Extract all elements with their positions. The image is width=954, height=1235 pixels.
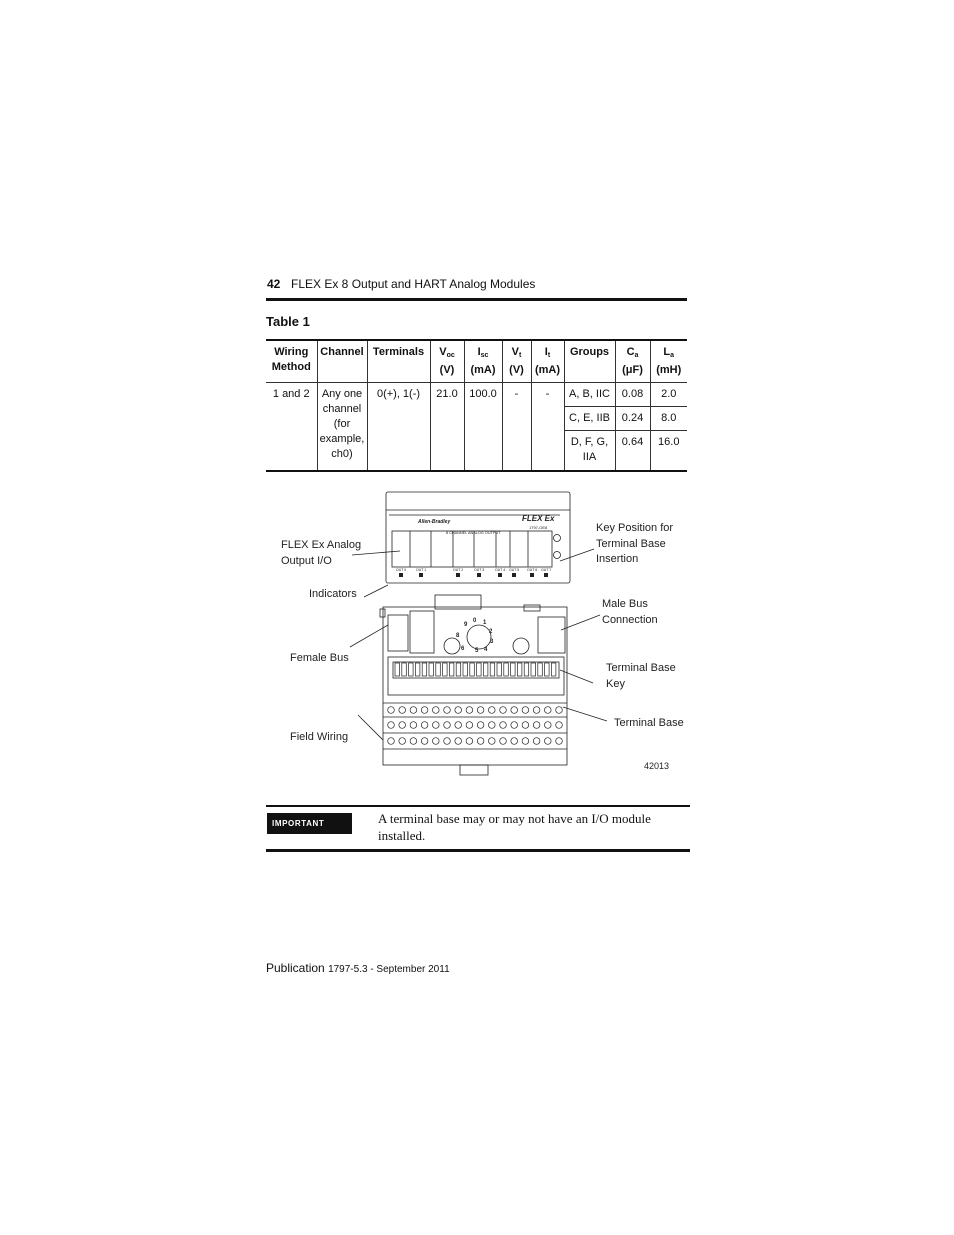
male-bus-connector bbox=[538, 617, 565, 653]
out-label: OUT 5 bbox=[509, 568, 520, 572]
backplane-pin bbox=[490, 663, 495, 676]
col-header-wiring-method: Wiring Method bbox=[266, 340, 317, 383]
out-label: OUT 6 bbox=[527, 568, 538, 572]
backplane-pin bbox=[415, 663, 420, 676]
terminal-screw bbox=[545, 722, 552, 729]
module-brand: Allen-Bradley bbox=[418, 519, 451, 525]
col-header-vt: $V_t$ (V) bbox=[502, 340, 531, 383]
key-digit: 1 bbox=[483, 620, 487, 626]
table-row bbox=[266, 383, 687, 407]
cell-la: 16.0 bbox=[650, 431, 687, 472]
terminal-screw bbox=[433, 707, 440, 714]
indicator-led bbox=[477, 573, 481, 577]
col-header-la: $L_a$ (mH) bbox=[650, 340, 687, 383]
module-logo: FLEX Ex bbox=[522, 514, 555, 523]
cell-channel: Any one channel (for example, ch0) bbox=[317, 383, 367, 472]
terminal-screw bbox=[388, 707, 395, 714]
key-digit: 4 bbox=[484, 647, 488, 653]
backplane-pin bbox=[531, 663, 536, 676]
terminal-screw bbox=[489, 738, 496, 745]
backplane-pin bbox=[395, 663, 400, 676]
label-terminal-base: Terminal Base bbox=[614, 717, 684, 729]
backplane-pin bbox=[517, 663, 522, 676]
backplane-pin bbox=[470, 663, 475, 676]
terminal-screw bbox=[421, 738, 428, 745]
cell-terminals: 0(+), 1(-) bbox=[367, 383, 430, 472]
indicator-led bbox=[530, 573, 534, 577]
footer-publication-label: Publication bbox=[266, 961, 325, 975]
terminal-screw bbox=[421, 707, 428, 714]
terminal-screw bbox=[444, 738, 451, 745]
backplane-pin bbox=[545, 663, 550, 676]
out-label: OUT 2 bbox=[453, 568, 464, 572]
key-digit: 9 bbox=[464, 622, 468, 628]
terminal-screw bbox=[500, 722, 507, 729]
terminal-screw bbox=[522, 738, 529, 745]
module-catalog: 1797-OE8 bbox=[529, 525, 548, 530]
out-label: OUT 3 bbox=[474, 568, 485, 572]
backplane-pin bbox=[456, 663, 461, 676]
terminal-screw bbox=[466, 707, 473, 714]
label-male-bus-connection: Male Bus Connection bbox=[602, 598, 658, 626]
label-terminal-base-key: Terminal Base Key bbox=[606, 662, 676, 690]
backplane-pin bbox=[429, 663, 434, 676]
cell-la: 8.0 bbox=[650, 407, 687, 431]
terminal-screw bbox=[399, 707, 406, 714]
terminal-screw bbox=[545, 738, 552, 745]
col-header-it: $I_t$ (mA) bbox=[531, 340, 564, 383]
backplane-pin bbox=[538, 663, 543, 676]
page-number: 42 bbox=[267, 277, 281, 291]
label-indicators: Indicators bbox=[309, 588, 357, 600]
terminal-screw bbox=[388, 722, 395, 729]
terminal-screw bbox=[500, 707, 507, 714]
important-top-rule bbox=[266, 805, 690, 807]
col-header-ca: $C_a$ (μF) bbox=[615, 340, 650, 383]
backplane-pin bbox=[449, 663, 454, 676]
indicator-led bbox=[544, 573, 548, 577]
indicator-led bbox=[512, 573, 516, 577]
indicator-led bbox=[419, 573, 423, 577]
key-digit: 5 bbox=[475, 648, 479, 654]
backplane-pin bbox=[422, 663, 427, 676]
terminal-screw bbox=[444, 707, 451, 714]
important-badge: IMPORTANT bbox=[267, 813, 352, 834]
backplane-pin bbox=[409, 663, 414, 676]
terminal-screw bbox=[556, 722, 563, 729]
indicator-led bbox=[456, 573, 460, 577]
terminal-screw bbox=[511, 738, 518, 745]
footer bbox=[266, 961, 450, 975]
terminal-screw bbox=[489, 722, 496, 729]
cell-voc: 21.0 bbox=[430, 383, 464, 472]
terminal-screw bbox=[433, 738, 440, 745]
keyswitch-dial bbox=[467, 625, 491, 649]
backplane-pin bbox=[477, 663, 482, 676]
cell-groups: C, E, IIB bbox=[564, 407, 615, 431]
terminal-screw bbox=[455, 722, 462, 729]
col-header-groups: Groups bbox=[564, 340, 615, 383]
backplane-pin bbox=[436, 663, 441, 676]
terminal-screw bbox=[477, 738, 484, 745]
terminal-screw bbox=[477, 722, 484, 729]
backplane-pin bbox=[504, 663, 509, 676]
label-female-bus: Female Bus bbox=[290, 652, 349, 664]
important-text: A terminal base may or may not have an I/O module installed. bbox=[378, 811, 651, 843]
terminal-screw bbox=[410, 722, 417, 729]
terminal-screw bbox=[444, 722, 451, 729]
cell-groups: A, B, IIC bbox=[564, 383, 615, 407]
terminal-screw bbox=[511, 722, 518, 729]
terminal-screw bbox=[399, 738, 406, 745]
terminal-screw bbox=[477, 707, 484, 714]
terminal-screw bbox=[533, 707, 540, 714]
out-label: OUT 4 bbox=[495, 568, 506, 572]
label-flex-ex-analog-output: FLEX Ex Analog Output I/O bbox=[281, 539, 362, 567]
terminal-screw bbox=[421, 722, 428, 729]
col-header-terminals: Terminals bbox=[367, 340, 430, 383]
backplane-pin bbox=[511, 663, 515, 676]
backplane-pin bbox=[443, 663, 448, 676]
backplane-pin bbox=[524, 663, 529, 676]
out-label: OUT 0 bbox=[396, 568, 407, 572]
table-header-row bbox=[266, 340, 687, 383]
out-label: OUT 7 bbox=[541, 568, 552, 572]
out-label: OUT 1 bbox=[416, 568, 427, 572]
cell-groups: D, F, G, IIA bbox=[564, 431, 615, 472]
terminal-screw bbox=[522, 707, 529, 714]
indicator-led bbox=[498, 573, 502, 577]
key-digit: 8 bbox=[456, 633, 460, 639]
backplane-pin bbox=[402, 663, 407, 676]
col-header-isc: $I_{sc}$ (mA) bbox=[464, 340, 502, 383]
terminal-screw bbox=[500, 738, 507, 745]
terminal-screw bbox=[545, 707, 552, 714]
cell-ca: 0.64 bbox=[615, 431, 650, 472]
terminal-screw bbox=[455, 738, 462, 745]
header-rule bbox=[266, 298, 687, 301]
terminal-screw bbox=[511, 707, 518, 714]
footer-publication-number: 1797-5.3 - September 2011 bbox=[328, 964, 450, 975]
key-digit: 6 bbox=[461, 646, 465, 652]
terminal-screw bbox=[410, 738, 417, 745]
module-type: 8 CHANNEL ANALOG OUTPUT bbox=[446, 531, 501, 535]
terminal-screw bbox=[455, 707, 462, 714]
backplane-pin bbox=[497, 663, 502, 676]
terminal-screw bbox=[388, 738, 395, 745]
terminal-screw bbox=[466, 738, 473, 745]
backplane-pin bbox=[483, 663, 488, 676]
label-key-position: Key Position for Terminal Base Insertion bbox=[596, 522, 674, 565]
female-bus-connector bbox=[388, 615, 408, 651]
cell-ca: 0.24 bbox=[615, 407, 650, 431]
important-bottom-rule bbox=[266, 849, 690, 852]
key-digit: 3 bbox=[490, 639, 494, 645]
backplane-pin bbox=[551, 663, 556, 676]
label-field-wiring: Field Wiring bbox=[290, 731, 349, 743]
terminal-screw bbox=[433, 722, 440, 729]
key-position-dial-icon bbox=[554, 552, 561, 559]
terminal-screw bbox=[466, 722, 473, 729]
key-digit: 2 bbox=[489, 629, 493, 635]
col-header-voc: $V_{oc}$ (V) bbox=[430, 340, 464, 383]
table-title: Table 1 bbox=[266, 314, 310, 329]
terminal-screw bbox=[489, 707, 496, 714]
cell-isc: 100.0 bbox=[464, 383, 502, 472]
terminal-screw bbox=[533, 722, 540, 729]
cell-ca: 0.08 bbox=[615, 383, 650, 407]
backplane-pin bbox=[463, 663, 468, 676]
terminal-screw bbox=[410, 707, 417, 714]
terminal-screw bbox=[556, 738, 563, 745]
entity-parameters-table bbox=[266, 339, 687, 472]
indicator-led bbox=[399, 573, 403, 577]
cell-vt: - bbox=[502, 383, 531, 472]
cell-it: - bbox=[531, 383, 564, 472]
key-digit: 0 bbox=[473, 618, 477, 624]
key-position-screw-icon bbox=[554, 535, 561, 542]
col-header-channel: Channel bbox=[317, 340, 367, 383]
cell-wiring-method: 1 and 2 bbox=[266, 383, 317, 472]
terminal-screw bbox=[556, 707, 563, 714]
terminal-screw bbox=[522, 722, 529, 729]
terminal-screw bbox=[399, 722, 406, 729]
terminal-base-outline bbox=[383, 607, 567, 765]
terminal-screw bbox=[533, 738, 540, 745]
figure-number: 42013 bbox=[644, 761, 670, 771]
cell-la: 2.0 bbox=[650, 383, 687, 407]
running-header-title: FLEX Ex 8 Output and HART Analog Modules bbox=[291, 277, 536, 291]
din-rail-clip bbox=[460, 765, 488, 775]
